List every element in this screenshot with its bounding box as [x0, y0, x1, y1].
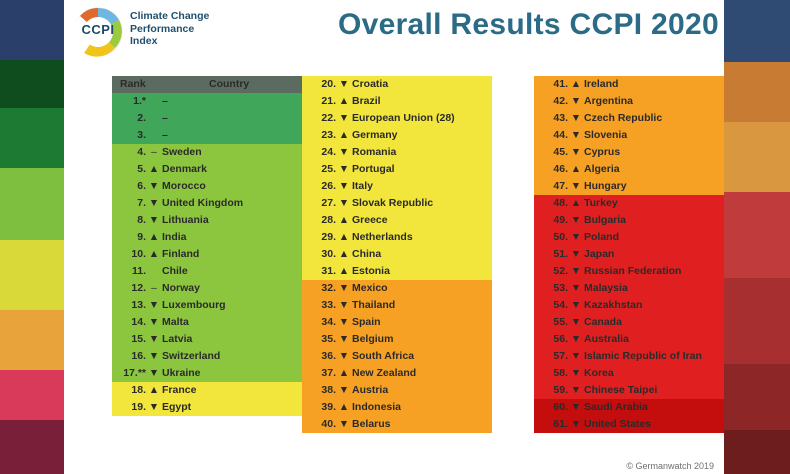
row-country: Sweden [162, 146, 202, 158]
row-trend-icon: ▲ [338, 129, 350, 141]
row-trend-icon: ▼ [148, 333, 160, 345]
table-row [302, 314, 492, 331]
row-trend-icon: ▲ [338, 401, 350, 413]
table-row [534, 195, 724, 212]
row-trend-icon: ▼ [148, 316, 160, 328]
table-row [302, 280, 492, 297]
table-row [112, 331, 302, 348]
slide-header [64, 0, 724, 66]
table-row [534, 331, 724, 348]
row-rank: 58. [553, 367, 568, 379]
row-trend-icon: ▼ [338, 78, 350, 90]
row-country: Chile [162, 265, 188, 277]
table-row [302, 229, 492, 246]
row-country: – [162, 129, 168, 141]
row-rank: 46. [553, 163, 568, 175]
table-row [534, 246, 724, 263]
row-trend-icon: ▼ [338, 333, 350, 345]
row-trend-icon: ▼ [148, 180, 160, 192]
results-table-2-body [302, 76, 492, 433]
row-country: France [162, 384, 197, 396]
row-trend-icon: ▼ [570, 265, 582, 277]
row-trend-icon: ▼ [338, 299, 350, 311]
table-row [534, 161, 724, 178]
row-trend-icon: ▲ [338, 95, 350, 107]
row-trend-icon: ▼ [570, 316, 582, 328]
row-country: Croatia [352, 78, 389, 90]
row-trend-icon [146, 93, 162, 110]
row-rank: 29. [321, 231, 336, 243]
table-row [302, 195, 492, 212]
row-rank: 14. [131, 316, 146, 328]
row-trend-icon: ▼ [148, 214, 160, 226]
row-country: India [162, 231, 187, 243]
row-trend-icon: ▼ [570, 367, 582, 379]
row-trend-icon: ▼ [570, 333, 582, 345]
table-row [112, 382, 302, 399]
logo-subtitle-line-1: Climate Change [130, 10, 210, 22]
table-row [112, 178, 302, 195]
table-row [534, 144, 724, 161]
row-country: United States [584, 418, 652, 430]
table-row [112, 110, 302, 127]
row-rank: 20. [321, 78, 336, 90]
row-country: – [162, 112, 168, 124]
row-rank: 21. [321, 95, 336, 107]
row-trend-icon: ▼ [148, 401, 160, 413]
table-row [112, 365, 302, 382]
row-rank: 35. [321, 333, 336, 345]
row-trend-icon: ▲ [570, 78, 582, 90]
results-table-1-body [112, 93, 302, 416]
table-row [112, 280, 302, 297]
row-trend-icon: – [151, 146, 157, 158]
table-row [534, 127, 724, 144]
table-row [534, 348, 724, 365]
table-row [534, 399, 724, 416]
row-trend-icon: ▲ [148, 231, 160, 243]
row-rank: 53. [553, 282, 568, 294]
row-country: Italy [352, 180, 374, 192]
row-rank: 1.* [133, 95, 146, 107]
row-country: Cyprus [584, 146, 621, 158]
row-rank: 37. [321, 367, 336, 379]
row-rank: 31. [321, 265, 336, 277]
table-row [302, 144, 492, 161]
row-rank: 11. [131, 265, 146, 277]
table-row [534, 382, 724, 399]
row-rank: 24. [321, 146, 336, 158]
logo-subtitle-line-3: Index [130, 35, 158, 47]
table-row [534, 229, 724, 246]
row-rank: 8. [137, 214, 146, 226]
column-header-rank: Rank [112, 76, 209, 93]
row-trend-icon: ▼ [570, 384, 582, 396]
ccpi-logo-text: CCPI [81, 22, 115, 37]
table-row [112, 161, 302, 178]
row-trend-icon: ▼ [338, 163, 350, 175]
table-row [302, 246, 492, 263]
row-rank: 16. [131, 350, 146, 362]
row-rank: 19. [131, 401, 146, 413]
table-row [302, 93, 492, 110]
row-trend-icon: ▼ [570, 95, 582, 107]
row-country: Portugal [352, 163, 395, 175]
row-rank: 55. [553, 316, 568, 328]
ccpi-logo-icon [70, 4, 126, 60]
row-trend-icon: ▼ [338, 384, 350, 396]
row-country: Finland [162, 248, 200, 260]
results-column-2 [302, 76, 492, 433]
table-row [302, 178, 492, 195]
row-country: Ukraine [162, 367, 201, 379]
table-row [302, 127, 492, 144]
row-rank: 45. [553, 146, 568, 158]
table-row [534, 416, 724, 433]
row-trend-icon: ▼ [570, 214, 582, 226]
row-country: Slovak Republic [352, 197, 434, 209]
row-trend-icon: ▼ [570, 129, 582, 141]
row-country: China [352, 248, 382, 260]
row-country: Latvia [162, 333, 193, 345]
row-trend-icon: ▼ [570, 248, 582, 260]
row-rank: 27. [321, 197, 336, 209]
row-rank: 3. [137, 129, 146, 141]
row-trend-icon: ▼ [338, 316, 350, 328]
row-rank: 51. [553, 248, 568, 260]
row-trend-icon: ▲ [338, 248, 350, 260]
row-rank: 13. [131, 299, 146, 311]
column-header-country: Country [209, 76, 302, 93]
row-country: Lithuania [162, 214, 209, 226]
row-country: Japan [584, 248, 615, 260]
table-row [534, 178, 724, 195]
row-trend-icon: ▼ [570, 112, 582, 124]
row-country: Algeria [584, 163, 620, 175]
table-row [534, 263, 724, 280]
table-row [112, 212, 302, 229]
row-country: European Union (28) [352, 112, 455, 124]
row-country: Denmark [162, 163, 207, 175]
row-trend-icon: ▲ [338, 265, 350, 277]
row-country: Morocco [162, 180, 206, 192]
row-rank: 61. [553, 418, 568, 430]
row-country: Switzerland [162, 350, 221, 362]
row-rank: 18. [131, 384, 146, 396]
row-country: United Kingdom [162, 197, 244, 209]
row-trend-icon: ▼ [338, 180, 350, 192]
row-trend-icon: ▼ [338, 350, 350, 362]
page-title: Overall Results CCPI 2020 [337, 8, 719, 41]
row-rank: 44. [553, 129, 568, 141]
row-trend-icon: ▲ [570, 197, 582, 209]
row-country: Australia [584, 333, 629, 345]
row-country: Luxembourg [162, 299, 226, 311]
row-trend-icon: ▼ [570, 350, 582, 362]
row-country: Romania [352, 146, 397, 158]
row-trend-icon: ▲ [570, 163, 582, 175]
row-trend-icon: ▼ [148, 197, 160, 209]
row-country: Belgium [352, 333, 394, 345]
row-rank: 54. [553, 299, 568, 311]
table-row [112, 93, 302, 110]
row-trend-icon: ▼ [570, 418, 582, 430]
table-row [534, 297, 724, 314]
row-country: Brazil [352, 95, 381, 107]
row-country: New Zealand [352, 367, 417, 379]
background-right-strip [724, 0, 790, 474]
row-rank: 2. [137, 112, 146, 124]
row-rank: 4. [137, 146, 146, 158]
row-trend-icon: ▲ [148, 384, 160, 396]
row-rank: 50. [553, 231, 568, 243]
results-table-1 [112, 76, 302, 93]
row-rank: 7. [137, 197, 146, 209]
row-country: Czech Republic [584, 112, 663, 124]
table-row [302, 76, 492, 93]
results-column-3 [534, 76, 724, 433]
row-trend-icon: ▲ [338, 367, 350, 379]
table-row [534, 280, 724, 297]
row-country: Thailand [352, 299, 396, 311]
row-country: Malta [162, 316, 189, 328]
table-row [534, 212, 724, 229]
row-trend-icon: – [151, 282, 157, 294]
row-trend-icon: ▼ [570, 146, 582, 158]
row-trend-icon: ▼ [570, 231, 582, 243]
table-row [112, 195, 302, 212]
row-trend-icon [146, 263, 162, 280]
table-row [112, 348, 302, 365]
row-trend-icon: ▼ [148, 299, 160, 311]
table-row [302, 331, 492, 348]
table-row [112, 144, 302, 161]
table-row [112, 127, 302, 144]
row-country: Greece [352, 214, 388, 226]
row-country: Islamic Republic of Iran [584, 350, 702, 362]
row-rank: 34. [321, 316, 336, 328]
row-country: Chinese Taipei [584, 384, 658, 396]
row-trend-icon: ▼ [338, 282, 350, 294]
table-row [302, 297, 492, 314]
row-trend-icon: ▼ [570, 299, 582, 311]
table-row [302, 365, 492, 382]
row-trend-icon [146, 110, 162, 127]
row-trend-icon: ▼ [148, 350, 160, 362]
table-row [302, 348, 492, 365]
copyright-credit: © Germanwatch 2019 [626, 461, 714, 471]
table-row [112, 263, 302, 280]
row-trend-icon: ▼ [338, 146, 350, 158]
row-rank: 47. [553, 180, 568, 192]
row-rank: 6. [137, 180, 146, 192]
row-country: Saudi Arabia [584, 401, 648, 413]
row-rank: 22. [321, 112, 336, 124]
background-left-strip [0, 0, 64, 474]
row-trend-icon: ▼ [570, 282, 582, 294]
row-trend-icon: ▲ [148, 163, 160, 175]
row-country: Korea [584, 367, 614, 379]
row-country: Netherlands [352, 231, 413, 243]
table-row [534, 110, 724, 127]
row-rank: 33. [321, 299, 336, 311]
row-country: South Africa [352, 350, 415, 362]
row-country: Belarus [352, 418, 391, 430]
table-row [534, 314, 724, 331]
row-country: Ireland [584, 78, 619, 90]
row-country: Austria [352, 384, 389, 396]
row-country: Egypt [162, 401, 192, 413]
row-trend-icon: ▼ [338, 197, 350, 209]
row-trend-icon: ▲ [338, 214, 350, 226]
row-rank: 39. [321, 401, 336, 413]
table-row [302, 110, 492, 127]
row-trend-icon: ▼ [570, 401, 582, 413]
row-rank: 17.** [123, 367, 146, 379]
row-country: Poland [584, 231, 620, 243]
table-row [302, 161, 492, 178]
row-country: Spain [352, 316, 381, 328]
row-country: Norway [162, 282, 200, 294]
row-rank: 56. [553, 333, 568, 345]
row-country: – [162, 95, 168, 107]
table-row [534, 93, 724, 110]
table-row [302, 263, 492, 280]
row-country: Germany [352, 129, 398, 141]
table-row [302, 382, 492, 399]
row-rank: 36. [321, 350, 336, 362]
row-rank: 26. [321, 180, 336, 192]
table-header-row [112, 76, 302, 93]
row-country: Estonia [352, 265, 390, 277]
table-row [112, 314, 302, 331]
row-country: Malaysia [584, 282, 628, 294]
results-table-3-body [534, 76, 724, 433]
row-rank: 28. [321, 214, 336, 226]
row-country: Russian Federation [584, 265, 682, 277]
row-country: Turkey [584, 197, 618, 209]
row-rank: 49. [553, 214, 568, 226]
row-rank: 9. [137, 231, 146, 243]
row-rank: 38. [321, 384, 336, 396]
ccpi-logo-subtitle [130, 10, 220, 48]
row-rank: 42. [553, 95, 568, 107]
row-trend-icon: ▲ [148, 248, 160, 260]
table-row [302, 416, 492, 433]
row-rank: 32. [321, 282, 336, 294]
row-country: Canada [584, 316, 622, 328]
row-rank: 15. [131, 333, 146, 345]
table-row [534, 365, 724, 382]
row-rank: 25. [321, 163, 336, 175]
row-rank: 10. [131, 248, 146, 260]
row-rank: 48. [553, 197, 568, 209]
row-rank: 41. [553, 78, 568, 90]
row-rank: 43. [553, 112, 568, 124]
row-rank: 40. [321, 418, 336, 430]
row-trend-icon: ▲ [338, 231, 350, 243]
row-trend-icon: ▼ [338, 112, 350, 124]
row-rank: 57. [553, 350, 568, 362]
logo-subtitle-line-2: Performance [130, 22, 195, 35]
row-trend-icon: ▼ [570, 180, 582, 192]
row-country: Mexico [352, 282, 388, 294]
row-rank: 5. [137, 163, 146, 175]
table-row [112, 229, 302, 246]
row-rank: 30. [321, 248, 336, 260]
row-country: Bulgaria [584, 214, 627, 226]
row-trend-icon: ▼ [338, 418, 350, 430]
row-rank: 23. [321, 129, 336, 141]
row-country: Kazakhstan [584, 299, 643, 311]
table-row [534, 76, 724, 93]
table-row [302, 399, 492, 416]
row-rank: 12. [131, 282, 146, 294]
row-country: Indonesia [352, 401, 402, 413]
row-rank: 59. [553, 384, 568, 396]
slide [64, 0, 724, 474]
row-rank: 60. [553, 401, 568, 413]
row-country: Slovenia [584, 129, 628, 141]
row-country: Argentina [584, 95, 634, 107]
row-trend-icon [146, 127, 162, 144]
results-column-1 [112, 76, 302, 416]
row-rank: 52. [553, 265, 568, 277]
table-row [302, 212, 492, 229]
table-row [112, 399, 302, 416]
table-row [112, 246, 302, 263]
row-country: Hungary [584, 180, 627, 192]
table-row [112, 297, 302, 314]
row-trend-icon: ▼ [148, 367, 160, 379]
